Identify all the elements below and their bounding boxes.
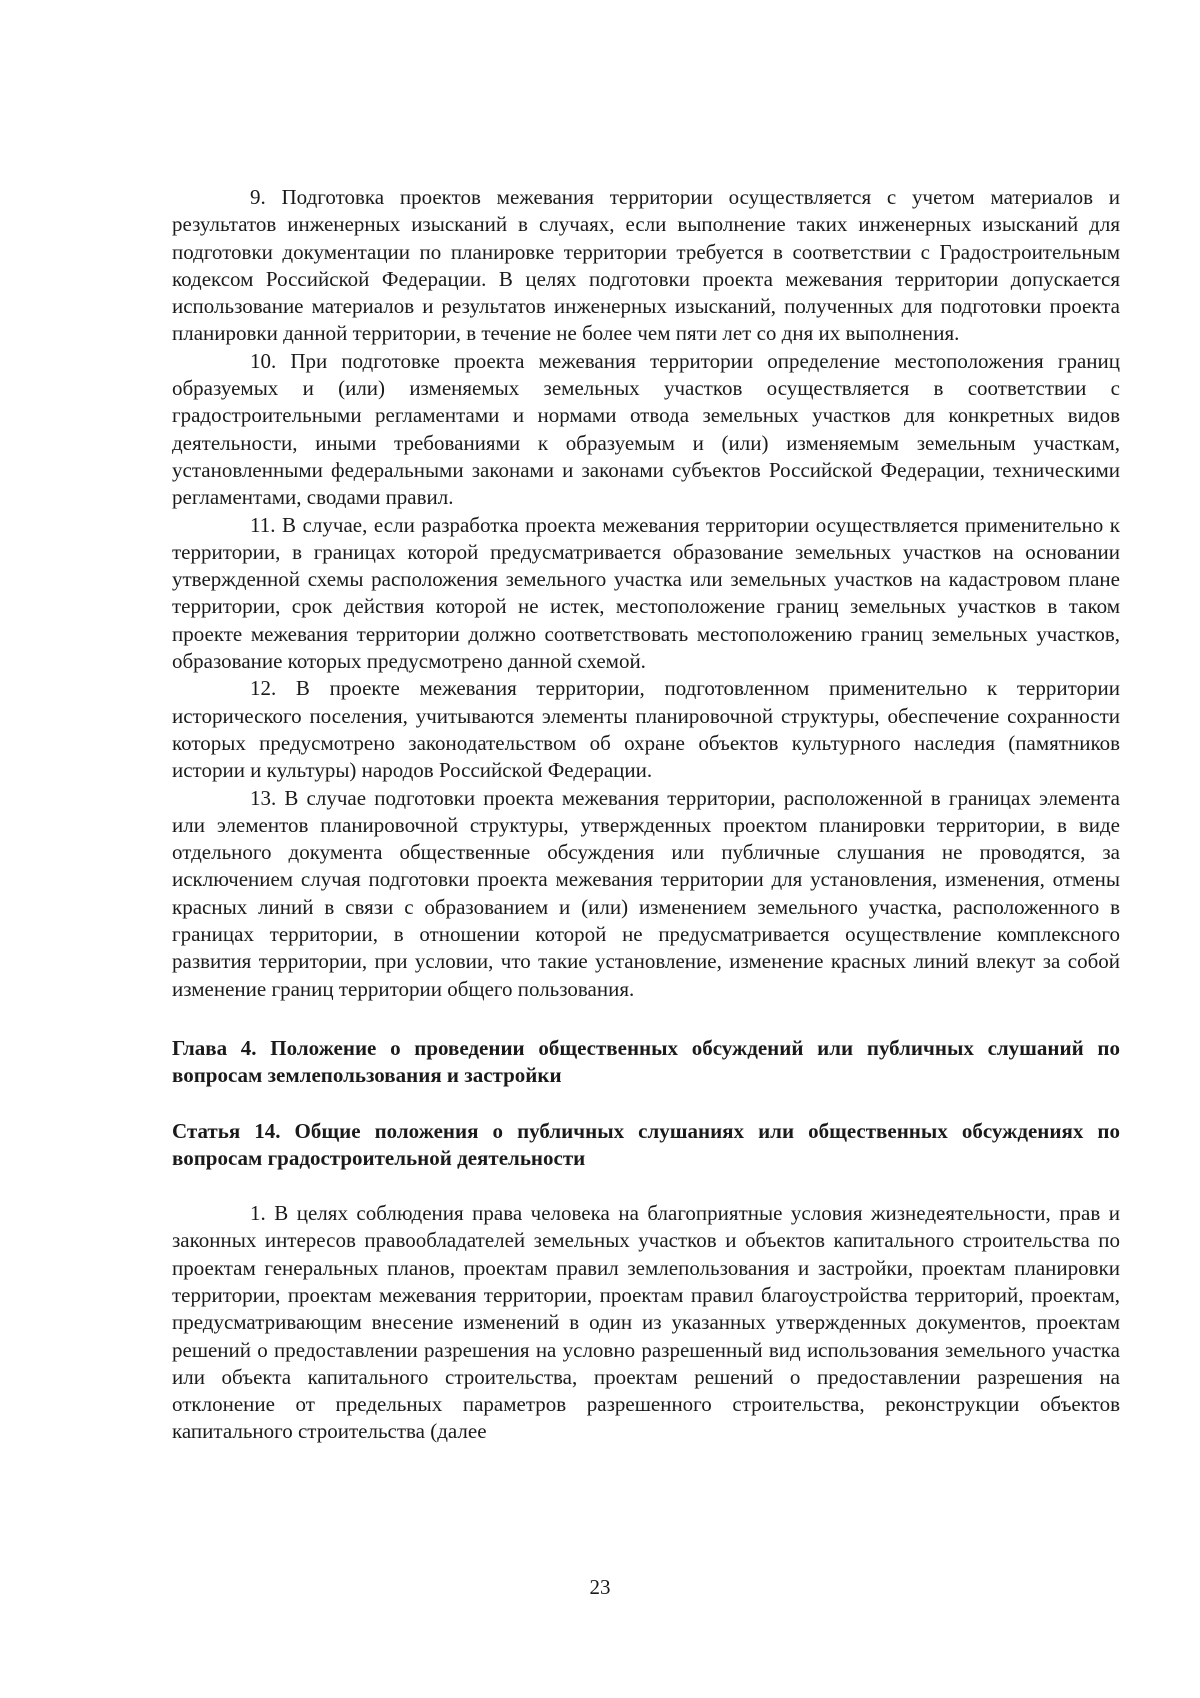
paragraph-13: 13. В случае подготовки проекта межевания территории, расположенной в границах элемента или элементов планировочной структуры, утвержденных проектом планировки территории, в виде отдельного документа общественные обсуждения или публичные слушания не проводятся, за исключением случая подготовки проекта межевания территории для установления, изменения, отмены красных линий в связи с образованием и (или) изменением земельного участка, расположенного в границах территории, в отношении которой не предусматривается осуществление комплексного развития территории, при условии, что такие установление, изменение красных линий влекут за собой изменение границ территории общего пользования. [172,785,1120,1001]
paragraph-12: 12. В проекте межевания территории, подготовленном применительно к территории исторического поселения, учитываются элементы планировочной структуры, обеспечение сохранности которых предусмотрено законодательством об охране объектов культурного наследия (памятников истории и культуры) народов Российской Федерации. [172,676,1120,783]
spacer [172,1172,1120,1200]
chapter-heading: Глава 4. Положение о проведении общественных обсуждений или публичных слушаний по вопросам землепользования и застройки [172,1035,1120,1088]
paragraph-9: 9. Подготовка проектов межевания территории осуществляется с учетом материалов и результатов инженерных изысканий в случаях, если выполнение таких инженерных изысканий для подготовки документации по планировке территории требуется в соответствии с Градостроительным кодексом Российской Федерации. В целях подготовки проекта межевания территории допускается использование материалов и результатов инженерных изысканий, полученных для подготовки проекта планировки данной территории, в течение не более чем пяти лет со дня их выполнения. [172,185,1120,346]
document-body [172,184,1120,1446]
paragraph-article-14-1: 1. В целях соблюдения права человека на благоприятные условия жизнедеятельности, прав и законных интересов правообладателей земельных участков и объектов капитального строительства по проектам генеральных планов, проектам правил землепользования и застройки, проектам планировки территории, проектам межевания территории, проектам правил благоустройства территорий, проектам, предусматривающим внесение изменений в один из указанных утвержденных документов, проектам решений о предоставлении разрешения на условно разрешенный вид использования земельного участка или объекта капитального строительства, проектам решений о предоставлении разрешения на отклонение от предельных параметров разрешенного строительства, реконструкции объектов капитального строительства (далее [172,1201,1120,1444]
spacer [172,1003,1120,1035]
paragraph-11: 11. В случае, если разработка проекта межевания территории осуществляется применительно к территории, в границах которой предусматривается образование земельных участков на основании утвержденной схемы расположения земельного участка или земельных участков на кадастровом плане территории, срок действия которой не истек, местоположение границ земельных участков в таком проекте межевания территории должно соответствовать местоположению границ земельных участков, образование которых предусмотрено данной схемой. [172,512,1120,674]
article-heading: Статья 14. Общие положения о публичных слушаниях или общественных обсуждениях по вопросам градостроительной деятельности [172,1118,1120,1170]
spacer [172,1090,1120,1118]
page-number: 23 [589,1575,611,1599]
paragraph-10: 10. При подготовке проекта межевания территории определение местоположения границ образуемых и (или) изменяемых земельных участков осуществляется в соответствии с градостроительными регламентами и нормами отвода земельных участков для конкретных видов деятельности, иными требованиями к образуемым и (или) изменяемым земельным участкам, установленными федеральными законами и законами субъектов Российской Федерации, техническими регламентами, сводами правил. [172,348,1120,510]
